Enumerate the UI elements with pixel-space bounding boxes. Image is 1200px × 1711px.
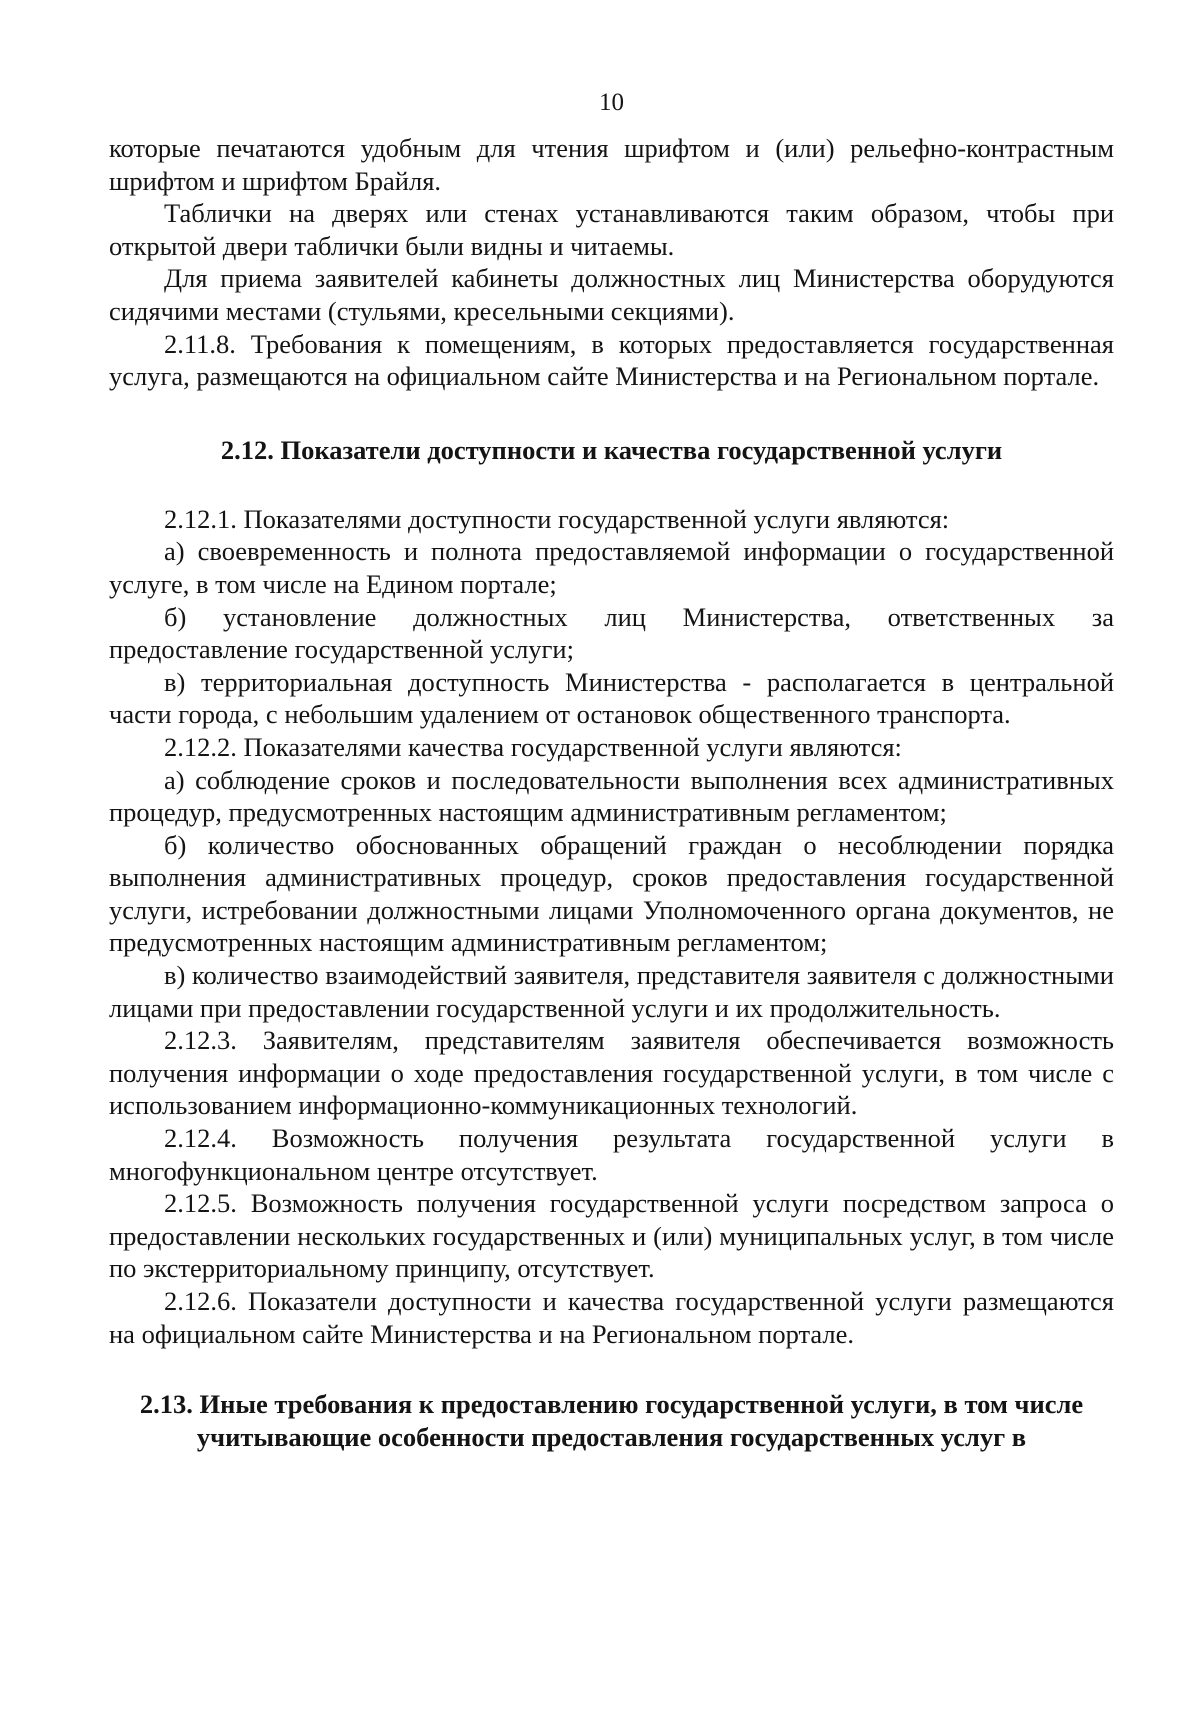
document-body: [109, 132, 1114, 1454]
paragraph-door-signs: Таблички на дверях или стенах устанавливаются таким образом, чтобы при открытой двери таблички были видны и читаемы.: [109, 198, 1114, 261]
list-item-2-12-1-a: а) своевременность и полнота предоставляемой информации о государственной услуге, в том числе на Едином портале;: [109, 536, 1114, 599]
list-item-2-12-1-v: в) территориальная доступность Министерства - располагается в центральной части города, с небольшим удалением от остановок общественного транспорта.: [109, 666, 1114, 730]
paragraph-2-11-8: 2.11.8. Требования к помещениям, в которых предоставляется государственная услуга, размещаются на официальном сайте Министерства и на Региональном портале.: [109, 328, 1114, 392]
list-item-2-12-2-b: б) количество обоснованных обращений граждан о несоблюдении порядка выполнения административных процедур, сроков предоставления государственной услуги, истребовании должностными лицами Уполномоченного органа документов, не предусмотренных настоящим административным регламентом;: [109, 829, 1114, 958]
paragraph-continued: которые печатаются удобным для чтения шрифтом и (или) рельефно-контрастным шрифтом и шрифтом Брайля.: [109, 133, 1114, 196]
paragraph-2-12-5: 2.12.5. Возможность получения государственной услуги посредством запроса о предоставлении нескольких государственных и (или) муниципальных услуг, в том числе по экстерриториальному принципу, отсутствует.: [109, 1188, 1114, 1284]
section-heading-2-13: 2.13. Иные требования к предоставлению государственной услуги, в том числе учитывающие особенности предоставления государственных услуг в: [139, 1389, 1084, 1453]
paragraph-2-12-2: 2.12.2. Показателями качества государственной услуги являются:: [164, 731, 902, 762]
paragraph-2-12-4: 2.12.4. Возможность получения результата государственной услуги в многофункциональном центре отсутствует.: [109, 1123, 1114, 1186]
section-heading-2-12: 2.12. Показатели доступности и качества государственной услуги: [220, 434, 1003, 465]
list-item-2-12-2-v: в) количество взаимодействий заявителя, представителя заявителя с должностными лицами при предоставлении государственной услуги и их продолжительность.: [109, 960, 1114, 1023]
paragraph-2-12-6: 2.12.6. Показатели доступности и качества государственной услуги размещаются на официальном сайте Министерства и на Региональном портале.: [109, 1286, 1114, 1349]
page-number: 10: [599, 89, 624, 116]
paragraph-2-12-1: 2.12.1. Показателями доступности государственной услуги являются:: [164, 503, 950, 534]
paragraph-2-12-3: 2.12.3. Заявителям, представителям заявителя обеспечивается возможность получения информации о ходе предоставления государственной услуги, в том числе с использованием информационно-коммуникационных технологий.: [109, 1025, 1114, 1121]
list-item-2-12-2-a: а) соблюдение сроков и последовательности выполнения всех административных процедур, предусмотренных настоящим административным регламентом;: [109, 764, 1114, 828]
paragraph-office-seating: Для приема заявителей кабинеты должностных лиц Министерства оборудуются сидячими местами (стульями, кресельными секциями).: [109, 263, 1114, 326]
list-item-2-12-1-b: б) установление должностных лиц Министерства, ответственных за предоставление государственной услуги;: [109, 601, 1114, 665]
